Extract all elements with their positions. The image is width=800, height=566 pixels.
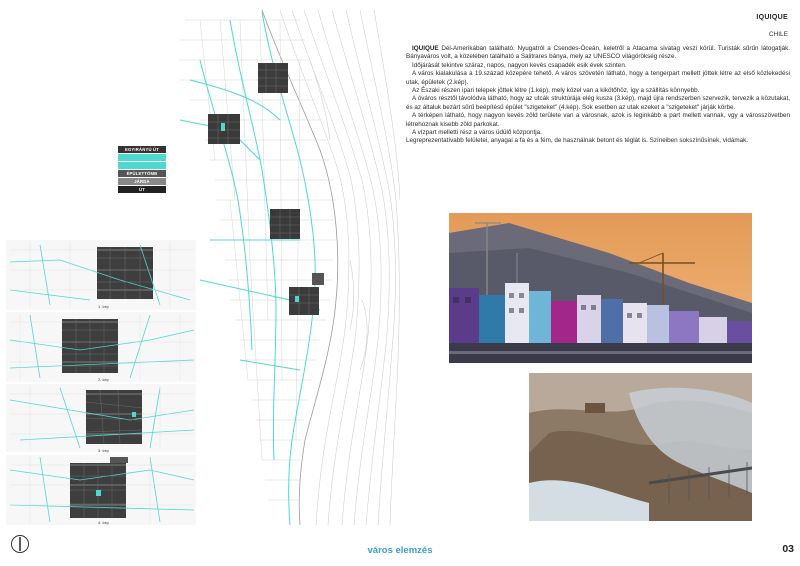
inset-caption: 3. kép	[98, 448, 109, 453]
inset-panels	[6, 240, 196, 525]
street-grid	[178, 20, 336, 500]
paragraph: A óváros résztől távolódva látható, hogy az utcák struktúrája elég kusza (3.kép), majd újra rendszerben szervezik, tervezik a közutakat, és az általuk bezárt sűrű beépítésű épület "szigeteket" (4.kép). Sok esetben az utak ezeket a "szigeteket" járják körbe.	[406, 95, 790, 111]
city-map	[0, 0, 400, 530]
paragraph: Legreprezentatívabb felületei, anyagai a fa és a fém, de használnak betont és téglát is. Színeiben sokszínűsínek, vidámak.	[406, 137, 748, 145]
description-text	[406, 45, 790, 146]
legend-item: ZÖLDTERÜLET	[118, 162, 166, 169]
map-legend	[118, 146, 166, 194]
main-roads	[180, 12, 320, 525]
legend-item: JÁRDA	[118, 178, 166, 185]
page-number: 03	[782, 543, 794, 555]
paragraph: Dél-Amerikában található. Nyugatról a Csendes-Óceán, keletről a Atacama sivatag veszi körül. Turisták sűrűn látogatják. Bányaváros volt, a közelében található a Salitrares bánya, mely az UNESCO világörökség része.	[406, 45, 790, 61]
legend-item: KÉTIRÁNYÚ ÚT	[118, 154, 166, 161]
legend-item: ÚT	[118, 186, 166, 193]
paragraph: Az Északi részen ipari telepek jöttek létre (1.kép), mely közel van a kikötőhöz, így a szállítás könnyebb.	[412, 87, 700, 95]
country-label: CHILE	[768, 31, 788, 38]
legend-item: EGYIRÁNYÚ ÚT	[118, 146, 166, 153]
lead-word: IQUIQUE	[412, 45, 439, 52]
paragraph: A vízpart melletti rész a város üdülő központja.	[412, 129, 542, 137]
footer-title: város elemzés	[367, 545, 433, 556]
paragraph: Időjárását tekintve száraz, napos, nagyon kevés csapadék esik évek szinten.	[412, 61, 627, 69]
inset-caption: 1. kép	[98, 304, 109, 309]
inset-caption: 4. kép	[98, 520, 109, 525]
waterfront-photo	[449, 213, 752, 363]
paragraph: A város kialakulása a 19.század közepére tehető. A város szövetén látható, hogy a tengerpart mellett jöttek létre az első közlekedési utak, épületek (2.kép).	[406, 70, 790, 86]
city-title: IQUIQUE	[756, 14, 788, 21]
paragraph: A térképen látható, hogy nagyon kevés zöld területe van a városnak, azok is leginkább a part mellett vannak, vgy a városszövetben létrehoznak kisebb zöld parkokat.	[406, 112, 790, 128]
legend-item: ÉPÜLETTÖMB	[118, 170, 166, 177]
inset-caption: 2. kép	[98, 377, 109, 382]
hillside-photo	[529, 373, 752, 521]
